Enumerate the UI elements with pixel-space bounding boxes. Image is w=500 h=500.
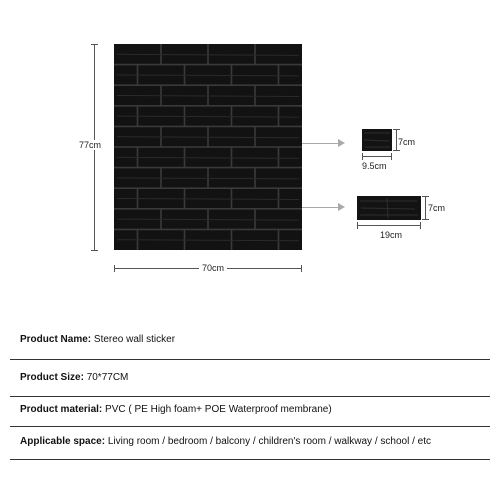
large-brick-height-label: 7cm <box>428 203 446 213</box>
small-brick-width-label: 9.5cm <box>362 161 387 171</box>
large-height-bottom-tick <box>422 219 429 220</box>
small-brick-image <box>362 129 392 151</box>
brick-panel-image <box>114 44 302 250</box>
spec-value: 70*77CM <box>86 372 129 383</box>
large-height-line <box>425 196 426 220</box>
large-brick-width-label: 19cm <box>380 230 403 240</box>
small-height-line <box>396 129 397 151</box>
arrow-head-small <box>338 139 345 147</box>
small-brick-height-label: 7cm <box>398 137 416 147</box>
height-dim-bottom-tick <box>91 250 98 251</box>
spec-divider <box>10 396 490 397</box>
spec-value: PVC ( PE High foam+ POE Waterproof membrane) <box>105 404 332 415</box>
spec-row-product-size <box>20 372 128 383</box>
large-width-right-tick <box>420 222 421 229</box>
spec-label: Applicable space: <box>20 436 106 447</box>
spec-label: Product Name: <box>20 334 92 345</box>
spec-divider <box>10 459 490 460</box>
small-width-line <box>362 156 392 157</box>
width-dim-right-tick <box>301 265 302 272</box>
panel-width-label: 70cm <box>199 263 227 273</box>
spec-label: Product Size: <box>20 372 84 383</box>
spec-divider <box>10 426 490 427</box>
spec-row-applicable-space <box>20 436 431 447</box>
spec-value: Stereo wall sticker <box>93 334 176 345</box>
arrow-head-large <box>338 203 345 211</box>
small-width-right-tick <box>391 153 392 160</box>
arrow-to-large-brick <box>302 207 340 208</box>
spec-label: Product material: <box>20 404 103 415</box>
large-width-line <box>357 225 421 226</box>
spec-divider <box>10 359 490 360</box>
panel-height-label: 77cm <box>79 140 102 150</box>
spec-row-product-material <box>20 404 332 415</box>
large-brick-image <box>357 196 421 220</box>
arrow-to-small-brick <box>302 143 340 144</box>
spec-row-product-name <box>20 334 175 345</box>
spec-value: Living room / bedroom / balcony / children's room / walkway / school / etc <box>107 436 431 447</box>
small-height-bottom-tick <box>393 150 400 151</box>
